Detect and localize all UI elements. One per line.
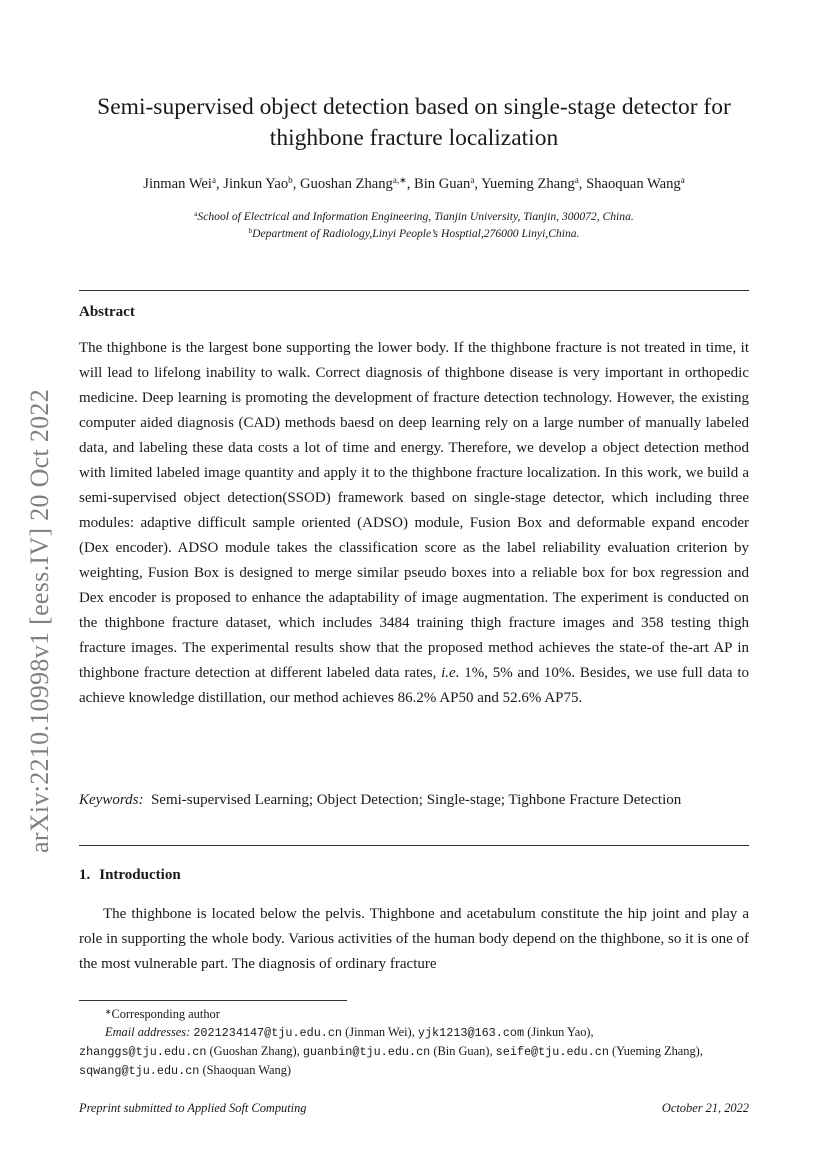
- author: Jinkun Yao$^b$: [223, 175, 293, 192]
- arxiv-identifier: arXiv:2210.10998v1 [eess.IV] 20 Oct 2022: [25, 388, 54, 854]
- abstract-heading: Abstract: [79, 304, 135, 320]
- abstract-top-rule: [79, 290, 749, 291]
- email-link[interactable]: yjk1213@163.com: [417, 1026, 525, 1040]
- affiliation-mark: a: [574, 175, 579, 186]
- affiliation-b: $^b$Department of Radiology,Linyi People’s Hosptial,276000 Linyi,China.: [248, 227, 580, 240]
- author: Shaoquan Wang$^a$: [586, 175, 685, 192]
- email-link[interactable]: 2021234147@tju.edu.cn: [193, 1026, 343, 1040]
- footnotes: [79, 1005, 749, 1080]
- abstract-body: The thighbone is the largest bone supporting the lower body. If the thighbone fracture is not treated in time, it will lead to lifelong inability to walk. Correct diagnosis of thighbone disease is very important in orthopedic medicine. Deep learning is promoting the development of fracture detection technology. However, the existing computer aided diagnosis (CAD) methods baesd on deep learning rely on a large number of manually labeled data, and labeling these data costs a lot of time and energy. Therefore, we develop a object detection method with limited labeled image quantity and apply it to the thighbone fracture localization. In this work, we build a semi-supervised object detection(SSOD) framework based on single-stage detector, which including three modules: adaptive difficult sample oriented (ADSO) module, Fusion Box and deformable expand encoder (Dex encoder). ADSO module takes the classification score as the label reliability evaluation criterion by weighting, Fusion Box is designed to merge similar pseudo boxes into a reliable box for box regression and Dex encoder is proposed to enhance the adaptability of image augmentation. The experiment is conducted on the thighbone fracture dataset, which includes 3484 training thigh fracture images and 358 testing thigh fracture images. The experimental results show that the proposed method achieves the state-of the-art AP in thighbone fracture detection at different labeled data rates, i.e. 1%, 5% and 10%. Besides, we use full data to achieve knowledge distillation, our method achieves 86.2% AP50 and 52.6% AP75.: [79, 340, 749, 706]
- section-heading: 1. Introduction: [79, 867, 181, 883]
- corresponding-footnote: ∗Corresponding author: [105, 1006, 220, 1021]
- email-link[interactable]: sqwang@tju.edu.cn: [79, 1064, 200, 1078]
- keywords: [79, 788, 749, 813]
- author-list: Jinman Wei$^a$, Jinkun Yao$^b$, Guoshan Zhang$^{a,∗}$, Bin Guan$^a$, Yueming Zhang$^a$, Shaoquan Wang$^a$: [143, 175, 685, 192]
- affiliation-mark: a: [680, 175, 685, 186]
- email-link[interactable]: guanbin@tju.edu.cn: [302, 1045, 431, 1059]
- affiliation-mark: a,∗: [392, 175, 407, 186]
- footnote-rule: [79, 1000, 347, 1001]
- author: Yueming Zhang$^a$: [481, 175, 579, 192]
- paper-title: [79, 92, 749, 154]
- footer-date: October 21, 2022: [661, 1101, 749, 1115]
- author: Bin Guan$^a$: [413, 175, 475, 192]
- abstract-bottom-rule: [79, 845, 749, 846]
- author: Guoshan Zhang$^{a,∗}$: [300, 175, 407, 192]
- affiliation-mark: a: [211, 175, 216, 186]
- keywords-label: Keywords:: [79, 792, 144, 808]
- affiliation-a: $^a$School of Electrical and Information Engineering, Tianjin University, Tianjin, 300072, China.: [194, 210, 634, 223]
- affiliations: [79, 208, 749, 242]
- introduction-body: The thighbone is located below the pelvis. Thighbone and acetabulum constitute the hip joint and play a role in supporting the whole body. Various activities of the human body depend on the thighbone, so it is one of the most vulnerable part. The diagnosis of ordinary fracture: [79, 906, 749, 972]
- affiliation-mark: a: [470, 175, 475, 186]
- email-footnote: Email addresses: 2021234147@tju.edu.cn (Jinman Wei), yjk1213@163.com (Jinkun Yao),: [105, 1025, 594, 1040]
- affiliation-mark: b: [288, 175, 293, 186]
- email-link[interactable]: zhanggs@tju.edu.cn: [79, 1045, 207, 1059]
- title-line-2: thighbone fracture localization: [269, 125, 559, 151]
- email-link[interactable]: seife@tju.edu.cn: [495, 1045, 609, 1059]
- title-line-1: Semi-supervised object detection based on single-stage detector for: [97, 94, 731, 120]
- keywords-list: Semi-supervised Learning; Object Detection; Single-stage; Tighbone Fracture Detection: [150, 792, 682, 808]
- email-footnote-cont: zhanggs@tju.edu.cn (Guoshan Zhang), guanbin@tju.edu.cn (Bin Guan), seife@tju.edu.cn (Yueming Zhang), sqwang@tju.edu.cn (Shaoquan Wang): [79, 1044, 703, 1078]
- arxiv-sidebar-stamp: [22, 366, 58, 876]
- footer-journal: Preprint submitted to Applied Soft Computing: [79, 1101, 307, 1115]
- author: Jinman Wei$^a$: [143, 175, 216, 192]
